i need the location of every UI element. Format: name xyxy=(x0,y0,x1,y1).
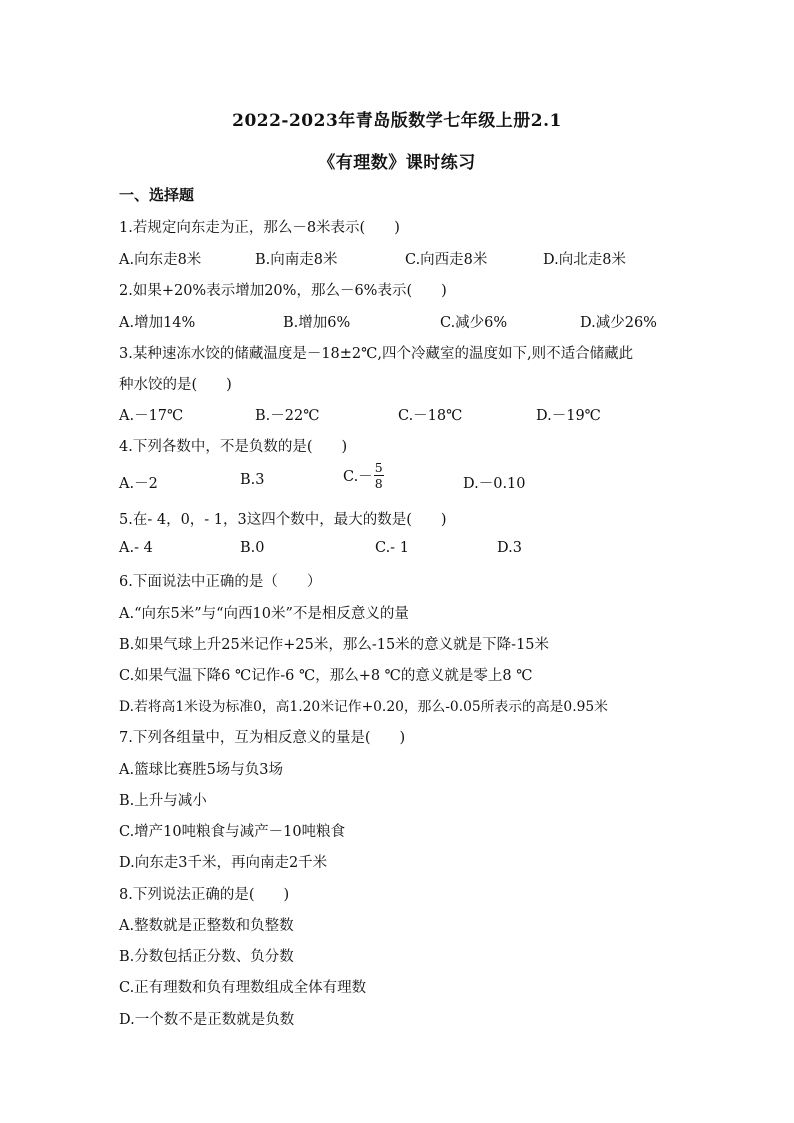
question-5-option-b: B.0 xyxy=(240,540,265,556)
question-6-option-d: D.若将高1米设为标准0，高1.20米记作+0.20，那么-0.05所表示的高是0.95米 xyxy=(119,699,608,715)
question-6-option-a: A.“向东5米”与“向西10米”不是相反意义的量 xyxy=(119,606,409,622)
question-4-option-a: A.－2 xyxy=(119,476,158,492)
question-5-option-c: C.- 1 xyxy=(375,540,409,556)
question-5-option-a: A.- 4 xyxy=(119,540,153,556)
question-1-stem: 1.若规定向东走为正，那么－8米表示( ) xyxy=(119,220,400,236)
question-8-option-c: C.正有理数和负有理数组成全体有理数 xyxy=(119,980,367,996)
question-1-option-c: C.向西走8米 xyxy=(405,252,488,268)
question-2-option-d: D.减少26% xyxy=(580,315,657,331)
section-heading: 一、选择题 xyxy=(119,186,195,204)
question-2-stem: 2.如果+20%表示增加20%，那么－6%表示( ) xyxy=(119,283,447,299)
fraction-denominator: 8 xyxy=(374,476,383,491)
question-3-option-a: A.－17℃ xyxy=(119,408,184,424)
question-8-option-d: D.一个数不是正数就是负数 xyxy=(119,1012,295,1028)
fraction-numerator: 5 xyxy=(374,460,383,475)
question-8-option-b: B.分数包括正分数、负分数 xyxy=(119,949,294,965)
question-7-option-d: D.向东走3千米，再向南走2千米 xyxy=(119,855,328,871)
question-5-stem: 5.在- 4，0，- 1，3这四个数中，最大的数是( ) xyxy=(119,512,447,528)
document-title-line1: 2022-2023年青岛版数学七年级上册2.1 xyxy=(232,111,562,131)
question-7-option-a: A.篮球比赛胜5场与负3场 xyxy=(119,762,284,778)
question-6-option-b: B.如果气球上升25米记作+25米，那么-15米的意义就是下降-15米 xyxy=(119,637,550,653)
question-4-option-d: D.－0.10 xyxy=(463,476,526,492)
question-7-stem: 7.下列各组量中，互为相反意义的量是( ) xyxy=(119,730,406,746)
question-7-option-b: B.上升与减小 xyxy=(119,793,207,809)
question-3-option-d: D.－19℃ xyxy=(536,408,601,424)
question-8-option-a: A.整数就是正整数和负整数 xyxy=(119,918,294,934)
question-4-fraction xyxy=(374,460,384,491)
question-8-stem: 8.下列说法正确的是( ) xyxy=(119,887,290,903)
question-1-option-b: B.向南走8米 xyxy=(255,252,338,268)
question-4-option-b: B.3 xyxy=(240,472,265,488)
question-5-option-d: D.3 xyxy=(497,540,522,556)
document-title-line2: 《有理数》课时练习 xyxy=(318,153,476,173)
question-3-option-c: C.－18℃ xyxy=(398,408,463,424)
question-4-option-c-prefix: C.－ xyxy=(343,469,373,485)
question-4-option-c xyxy=(343,460,384,491)
question-3-stem-line1: 3.某种速冻水饺的储藏温度是－18±2℃,四个冷藏室的温度如下,则不适合储藏此 xyxy=(119,346,634,362)
question-3-stem-line2: 种水饺的是( ) xyxy=(119,377,232,393)
question-4-stem: 4.下列各数中，不是负数的是( ) xyxy=(119,439,348,455)
question-2-option-a: A.增加14% xyxy=(119,315,196,331)
question-6-stem: 6.下面说法中正确的是（ ） xyxy=(119,574,322,590)
question-3-option-b: B.－22℃ xyxy=(255,408,320,424)
question-1-option-a: A.向东走8米 xyxy=(119,252,202,268)
question-1-option-d: D.向北走8米 xyxy=(543,252,626,268)
question-2-option-c: C.减少6% xyxy=(440,315,508,331)
question-7-option-c: C.增产10吨粮食与减产－10吨粮食 xyxy=(119,824,346,840)
question-2-option-b: B.增加6% xyxy=(283,315,351,331)
question-6-option-c: C.如果气温下降6 ℃记作-6 ℃，那么+8 ℃的意义就是零上8 ℃ xyxy=(119,668,533,684)
